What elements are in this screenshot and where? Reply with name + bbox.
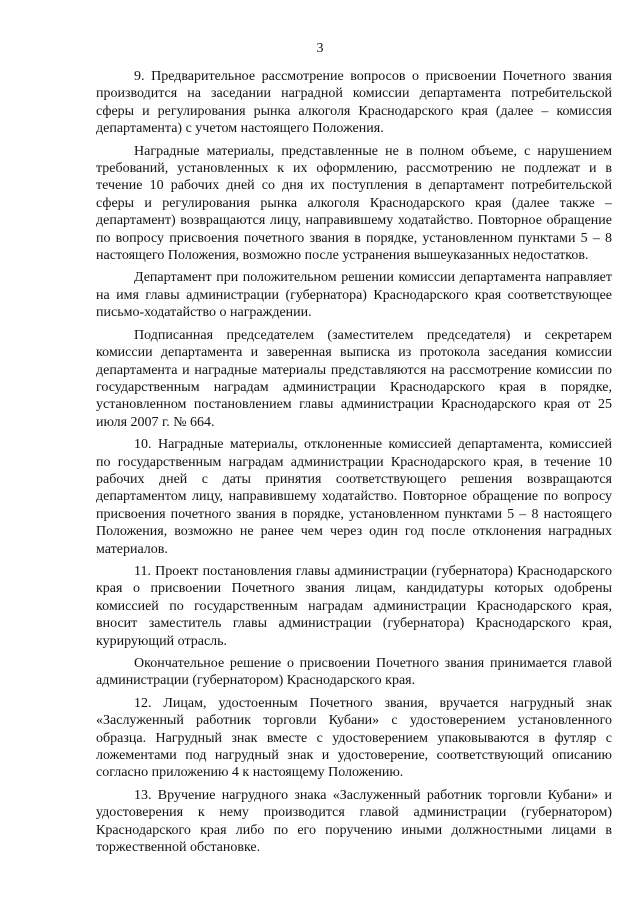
paragraph-9: 9. Предварительное рассмотрение вопросов о присвоении Почетного звания производится на заседании наградной комиссии департамента потребительской сферы и регулирования рынка алкоголя Краснодарского края (далее – комиссия департамента) с учетом настоящего Положения. xyxy=(96,69,612,137)
paragraph-12: 12. Лицам, удостоенным Почетного звания, вручается нагрудный знак «Заслуженный работник торговли Кубани» с удостоверением установленного образца. Нагрудный знак вместе с удостоверением упаковываются в футляр с ложементами под нагрудный знак и удостоверение, соответствующий описанию согласно приложению 4 к настоящему Положению. xyxy=(96,695,612,781)
paragraph-13: 13. Вручение нагрудного знака «Заслуженный работник торговли Кубани» и удостоверения к нему производится главой администрации (губернатором) Краснодарского края либо по его поручению иными должностными лицами в торжественной обстановке. xyxy=(96,787,612,856)
paragraph-11: 11. Проект постановления главы администрации (губернатора) Краснодарского края о присвоении Почетного звания лицам, кандидатуры которых одобрены комиссией по государственным наградам администрации Краснодарского края, вносит заместитель главы администрации (губернатора) Краснодарского края, курирующий отрасль. xyxy=(96,563,612,649)
paragraph-11-decision: Окончательное решение о присвоении Почетного звания принимается главой администрации (губернатором) Краснодарского края. xyxy=(96,656,612,689)
page-number: 3 xyxy=(316,41,324,56)
paragraph-9-submission: Подписанная председателем (заместителем председателя) и секретарем комиссии департамента и заверенная выписка из протокола заседания комиссии департамента и наградные материалы представляются на рассмотрение комиссии по государственным наградам администрации Краснодарского края в порядке, установленном постановлением главы администрации Краснодарского края от 25 июля 2007 г. № 664. xyxy=(96,327,612,430)
paragraph-9-materials: Наградные материалы, представленные не в полном объеме, с нарушением требований, установленных к их оформлению, рассмотрению не подлежат и в течение 10 рабочих дней со дня их поступления в департамент потребительской сферы и регулирования рынка алкоголя Краснодарского края (далее также – департамент) возвращаются лицу, направившему ходатайство. Повторное обращение по вопросу присвоения почетного звания в порядке, установленном пунктами 5 – 8 настоящего Положения, возможно после устранения вышеуказанных недостатков. xyxy=(96,143,612,264)
document-body xyxy=(96,68,612,861)
paragraph-9-department: Департамент при положительном решении комиссии департамента направляет на имя главы администрации (губернатора) Краснодарского края соответствующее письмо-ходатайство о награждении. xyxy=(96,270,612,321)
paragraph-10: 10. Наградные материалы, отклоненные комиссией департамента, комиссией по государственным наградам администрации Краснодарского края, в течение 10 рабочих дней с даты принятия соответствующего решения возвращаются департаментом лицу, направившему ходатайство. Повторное обращение по вопросу присвоения почетного звания в порядке, установленном пунктами 5 – 8 настоящего Положения, возможно не ранее чем через один год после отклонения наградных материалов. xyxy=(96,437,612,557)
